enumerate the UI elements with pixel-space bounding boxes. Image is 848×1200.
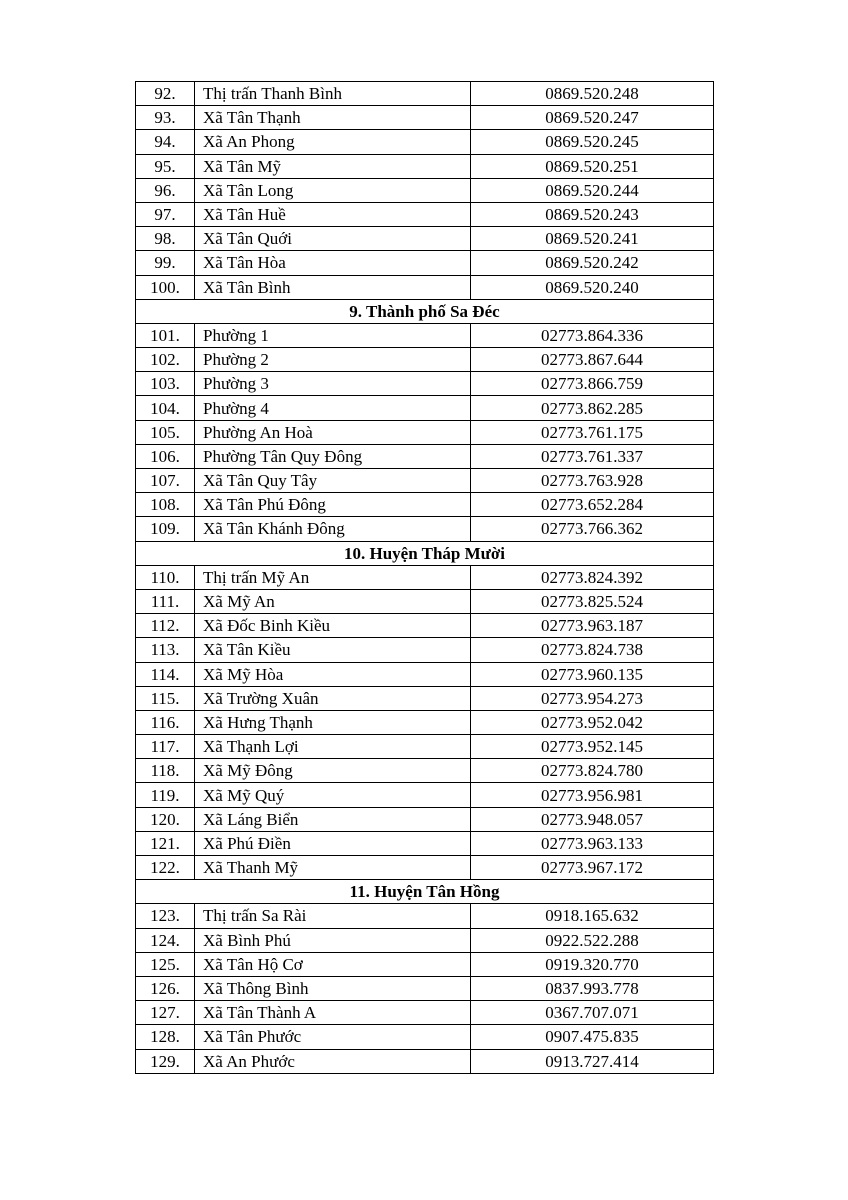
table-row	[136, 82, 714, 106]
table-row	[136, 565, 714, 589]
phone-number: 0837.993.778	[471, 976, 714, 1000]
table-body	[136, 82, 714, 1074]
table-row	[136, 178, 714, 202]
table-row	[136, 783, 714, 807]
commune-name: Thị trấn Mỹ An	[195, 565, 471, 589]
table-row	[136, 759, 714, 783]
row-number: 95.	[136, 154, 195, 178]
table-row	[136, 1025, 714, 1049]
phone-number: 02773.948.057	[471, 807, 714, 831]
row-number: 115.	[136, 686, 195, 710]
commune-name: Phường An Hoà	[195, 420, 471, 444]
row-number: 127.	[136, 1001, 195, 1025]
phone-number: 02773.967.172	[471, 856, 714, 880]
phone-number: 02773.824.738	[471, 638, 714, 662]
row-number: 101.	[136, 323, 195, 347]
table-row	[136, 589, 714, 613]
table-row	[136, 444, 714, 468]
table-row	[136, 807, 714, 831]
section-title: 9. Thành phố Sa Đéc	[136, 299, 714, 323]
table-row	[136, 1049, 714, 1073]
phone-number: 02773.866.759	[471, 372, 714, 396]
table-row	[136, 396, 714, 420]
commune-name: Phường 1	[195, 323, 471, 347]
table-row	[136, 928, 714, 952]
commune-name: Thị trấn Sa Rài	[195, 904, 471, 928]
table-row	[136, 420, 714, 444]
commune-name: Xã Tân Khánh Đông	[195, 517, 471, 541]
phone-number: 0918.165.632	[471, 904, 714, 928]
row-number: 96.	[136, 178, 195, 202]
row-number: 129.	[136, 1049, 195, 1073]
phone-number: 0869.520.244	[471, 178, 714, 202]
row-number: 94.	[136, 130, 195, 154]
phone-number: 0922.522.288	[471, 928, 714, 952]
table-row	[136, 735, 714, 759]
row-number: 97.	[136, 202, 195, 226]
table-row	[136, 493, 714, 517]
commune-name: Xã Tân Hòa	[195, 251, 471, 275]
row-number: 99.	[136, 251, 195, 275]
commune-name: Xã Mỹ Hòa	[195, 662, 471, 686]
commune-name: Thị trấn Thanh Bình	[195, 82, 471, 106]
row-number: 123.	[136, 904, 195, 928]
row-number: 113.	[136, 638, 195, 662]
phone-number: 02773.825.524	[471, 589, 714, 613]
table-row	[136, 251, 714, 275]
table-row	[136, 662, 714, 686]
commune-name: Xã Hưng Thạnh	[195, 710, 471, 734]
commune-name: Xã Phú Điền	[195, 831, 471, 855]
phone-number: 0869.520.242	[471, 251, 714, 275]
row-number: 121.	[136, 831, 195, 855]
table-row	[136, 976, 714, 1000]
phone-number: 02773.862.285	[471, 396, 714, 420]
commune-name: Xã Tân Thành A	[195, 1001, 471, 1025]
row-number: 118.	[136, 759, 195, 783]
phone-number: 02773.954.273	[471, 686, 714, 710]
phone-number: 02773.952.042	[471, 710, 714, 734]
commune-name: Xã Tân Bình	[195, 275, 471, 299]
row-number: 110.	[136, 565, 195, 589]
table-row	[136, 348, 714, 372]
commune-name: Xã Thông Bình	[195, 976, 471, 1000]
row-number: 98.	[136, 227, 195, 251]
phone-number: 0869.520.241	[471, 227, 714, 251]
phone-number: 0869.520.251	[471, 154, 714, 178]
row-number: 102.	[136, 348, 195, 372]
commune-name: Xã Thanh Mỹ	[195, 856, 471, 880]
phone-number: 0913.727.414	[471, 1049, 714, 1073]
table-row	[136, 614, 714, 638]
commune-name: Xã Láng Biển	[195, 807, 471, 831]
commune-name: Xã Tân Phước	[195, 1025, 471, 1049]
table-row	[136, 856, 714, 880]
table-row	[136, 831, 714, 855]
row-number: 108.	[136, 493, 195, 517]
commune-name: Xã Tân Hộ Cơ	[195, 952, 471, 976]
phone-number: 0869.520.248	[471, 82, 714, 106]
commune-name: Xã Đốc Binh Kiều	[195, 614, 471, 638]
phone-number: 02773.761.175	[471, 420, 714, 444]
row-number: 100.	[136, 275, 195, 299]
table-row	[136, 106, 714, 130]
table-row	[136, 469, 714, 493]
phone-number: 02773.956.981	[471, 783, 714, 807]
commune-name: Phường 4	[195, 396, 471, 420]
phone-number: 02773.652.284	[471, 493, 714, 517]
section-header-row	[136, 880, 714, 904]
section-header-row	[136, 299, 714, 323]
row-number: 119.	[136, 783, 195, 807]
table-row	[136, 154, 714, 178]
commune-name: Phường Tân Quy Đông	[195, 444, 471, 468]
phone-number: 0869.520.240	[471, 275, 714, 299]
phone-number: 0367.707.071	[471, 1001, 714, 1025]
commune-name: Xã Tân Quy Tây	[195, 469, 471, 493]
row-number: 114.	[136, 662, 195, 686]
table-row	[136, 372, 714, 396]
table-row	[136, 904, 714, 928]
row-number: 124.	[136, 928, 195, 952]
row-number: 107.	[136, 469, 195, 493]
phone-number: 02773.867.644	[471, 348, 714, 372]
phone-number: 02773.763.928	[471, 469, 714, 493]
phone-number: 02773.824.780	[471, 759, 714, 783]
phone-number: 02773.864.336	[471, 323, 714, 347]
phone-number: 02773.766.362	[471, 517, 714, 541]
row-number: 120.	[136, 807, 195, 831]
table-row	[136, 202, 714, 226]
row-number: 116.	[136, 710, 195, 734]
commune-name: Xã Tân Thạnh	[195, 106, 471, 130]
table-row	[136, 227, 714, 251]
commune-name: Xã Tân Kiều	[195, 638, 471, 662]
contact-table	[135, 81, 714, 1074]
row-number: 105.	[136, 420, 195, 444]
row-number: 122.	[136, 856, 195, 880]
phone-number: 0869.520.247	[471, 106, 714, 130]
commune-name: Phường 2	[195, 348, 471, 372]
row-number: 126.	[136, 976, 195, 1000]
commune-name: Xã Thạnh Lợi	[195, 735, 471, 759]
commune-name: Xã Mỹ Đông	[195, 759, 471, 783]
table-row	[136, 686, 714, 710]
commune-name: Xã Tân Mỹ	[195, 154, 471, 178]
row-number: 106.	[136, 444, 195, 468]
commune-name: Xã Tân Quới	[195, 227, 471, 251]
commune-name: Xã Trường Xuân	[195, 686, 471, 710]
commune-name: Xã An Phong	[195, 130, 471, 154]
commune-name: Xã Tân Long	[195, 178, 471, 202]
table-row	[136, 323, 714, 347]
phone-number: 0869.520.245	[471, 130, 714, 154]
row-number: 117.	[136, 735, 195, 759]
row-number: 93.	[136, 106, 195, 130]
table-row	[136, 1001, 714, 1025]
row-number: 111.	[136, 589, 195, 613]
row-number: 125.	[136, 952, 195, 976]
phone-number: 02773.963.133	[471, 831, 714, 855]
commune-name: Xã An Phước	[195, 1049, 471, 1073]
phone-number: 0919.320.770	[471, 952, 714, 976]
commune-name: Phường 3	[195, 372, 471, 396]
table-row	[136, 517, 714, 541]
table-row	[136, 638, 714, 662]
table-row	[136, 130, 714, 154]
phone-number: 02773.824.392	[471, 565, 714, 589]
row-number: 112.	[136, 614, 195, 638]
section-title: 11. Huyện Tân Hồng	[136, 880, 714, 904]
section-title: 10. Huyện Tháp Mười	[136, 541, 714, 565]
phone-number: 0907.475.835	[471, 1025, 714, 1049]
phone-number: 02773.952.145	[471, 735, 714, 759]
commune-name: Xã Tân Phú Đông	[195, 493, 471, 517]
phone-number: 0869.520.243	[471, 202, 714, 226]
row-number: 92.	[136, 82, 195, 106]
phone-number: 02773.963.187	[471, 614, 714, 638]
row-number: 104.	[136, 396, 195, 420]
row-number: 103.	[136, 372, 195, 396]
phone-number: 02773.761.337	[471, 444, 714, 468]
commune-name: Xã Bình Phú	[195, 928, 471, 952]
table-row	[136, 275, 714, 299]
commune-name: Xã Mỹ An	[195, 589, 471, 613]
table-row	[136, 710, 714, 734]
row-number: 128.	[136, 1025, 195, 1049]
phone-number: 02773.960.135	[471, 662, 714, 686]
section-header-row	[136, 541, 714, 565]
table-row	[136, 952, 714, 976]
row-number: 109.	[136, 517, 195, 541]
commune-name: Xã Tân Huề	[195, 202, 471, 226]
commune-name: Xã Mỹ Quý	[195, 783, 471, 807]
